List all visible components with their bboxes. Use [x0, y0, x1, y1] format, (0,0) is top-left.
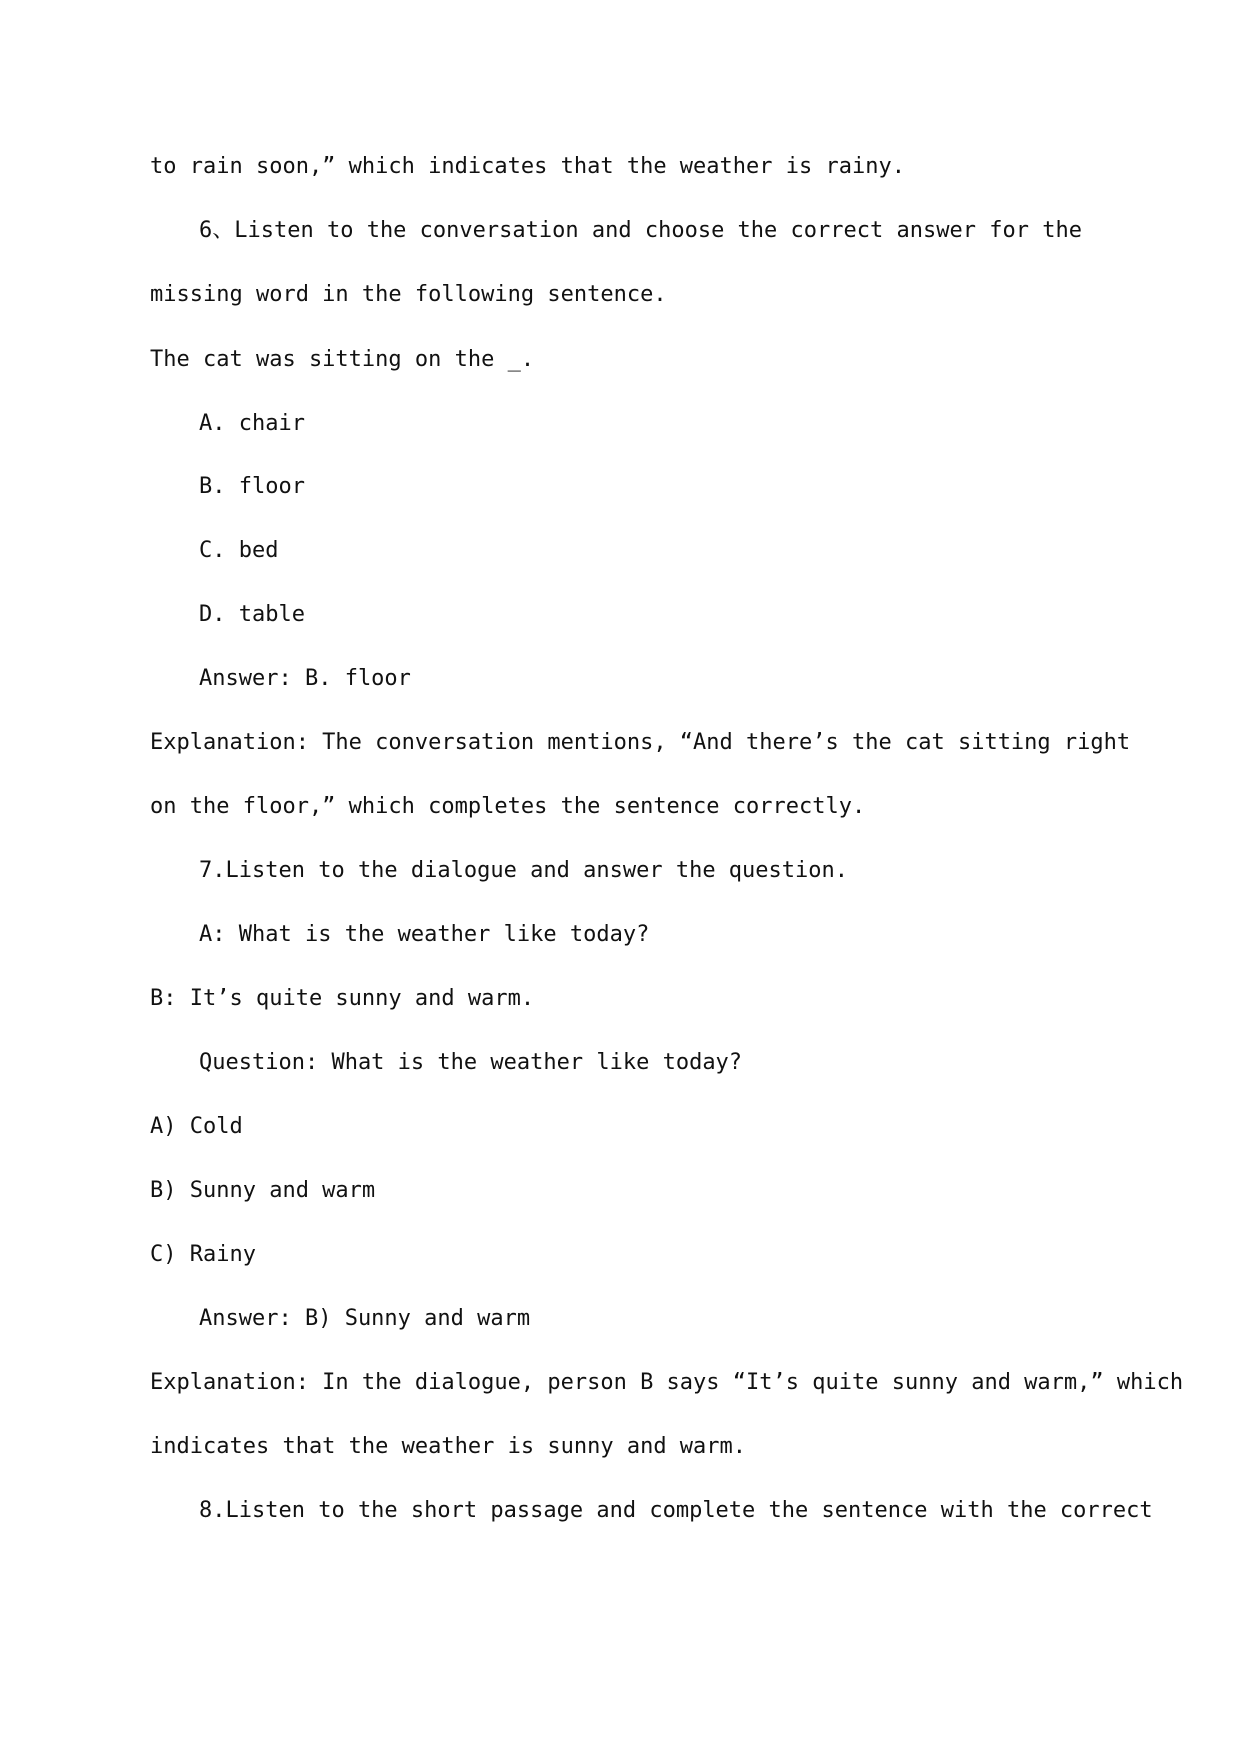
option-b: B. floor	[199, 474, 305, 499]
option-a: A. chair	[199, 411, 305, 436]
text-line: missing word in the following sentence.	[150, 282, 667, 307]
question-6-explanation: Explanation: The conversation mentions, “And there’s the cat sitting right	[150, 730, 1131, 755]
question-7-answer: Answer: B) Sunny and warm	[199, 1306, 531, 1331]
question-6-answer: Answer: B. floor	[199, 666, 411, 691]
dialogue-line-b: B: It’s quite sunny and warm.	[150, 986, 535, 1011]
question-7-question: Question: What is the weather like today?	[199, 1050, 743, 1075]
question-7-explanation: Explanation: In the dialogue, person B says “It’s quite sunny and warm,” which	[150, 1370, 1184, 1395]
text-line: to rain soon,” which indicates that the weather is rainy.	[150, 154, 905, 179]
option-a: A) Cold	[150, 1114, 243, 1139]
option-c: C. bed	[199, 538, 279, 563]
option-b: B) Sunny and warm	[150, 1178, 376, 1203]
question-6-prompt: 6、Listen to the conversation and choose the correct answer for the	[199, 218, 1082, 243]
question-8-prompt: 8.Listen to the short passage and complete the sentence with the correct	[199, 1498, 1153, 1523]
option-c: C) Rainy	[150, 1242, 256, 1267]
dialogue-line-a: A: What is the weather like today?	[199, 922, 650, 947]
option-d: D. table	[199, 602, 305, 627]
question-7-prompt: 7.Listen to the dialogue and answer the question.	[199, 858, 849, 883]
text-line: indicates that the weather is sunny and warm.	[150, 1434, 747, 1459]
text-line: on the floor,” which completes the sentence correctly.	[150, 794, 866, 819]
question-6-sentence: The cat was sitting on the _.	[150, 347, 535, 372]
